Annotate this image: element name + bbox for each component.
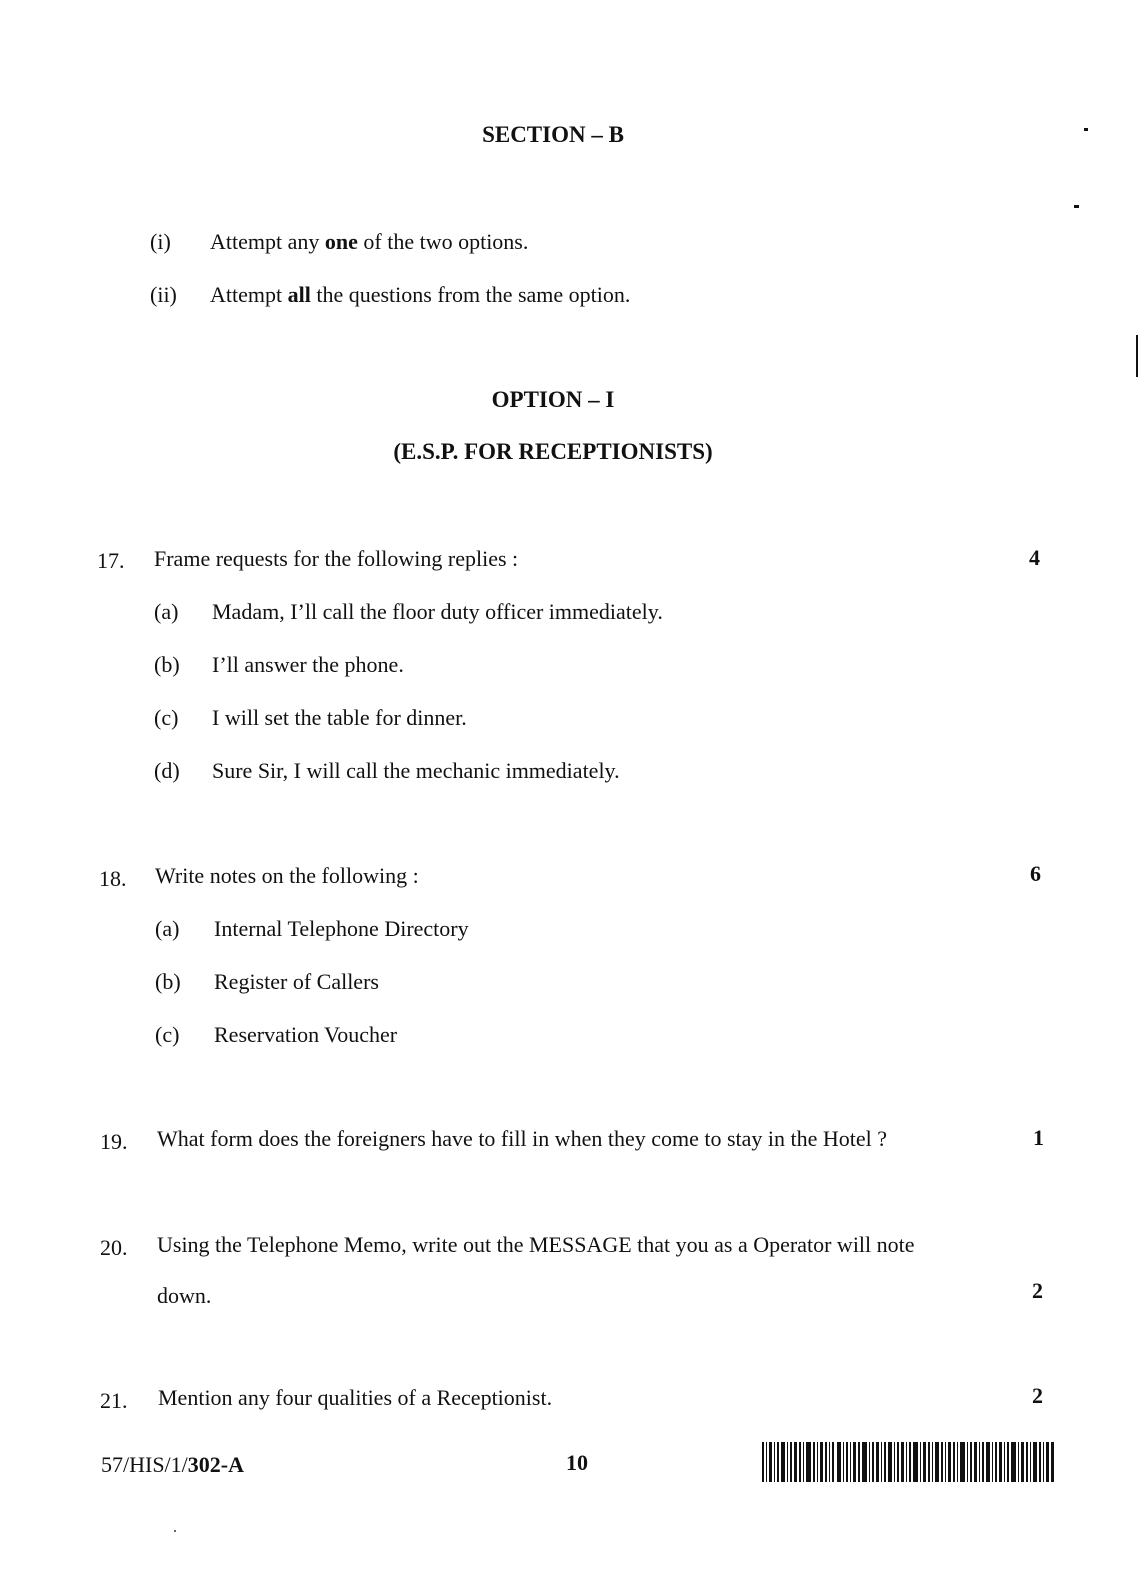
part-text: Reservation Voucher — [214, 1022, 398, 1047]
instruction-1: Attempt any one of the two options. — [210, 229, 529, 254]
question-number: 21. — [100, 1388, 128, 1413]
scan-speck — [174, 1530, 176, 1532]
part-label: (b) — [154, 652, 180, 677]
option-subtitle: (E.S.P. FOR RECEPTIONISTS) — [393, 439, 713, 464]
part-label: (a) — [155, 916, 180, 941]
instruction-2: Attempt all the questions from the same option. — [210, 282, 631, 307]
part-text: I will set the table for dinner. — [212, 705, 467, 730]
question-number: 18. — [99, 866, 127, 891]
paper-code: 57/HIS/1/302-A — [101, 1452, 245, 1477]
part-text: Register of Callers — [214, 969, 379, 994]
part-label: (c) — [154, 705, 179, 730]
question-marks: 6 — [1030, 861, 1041, 886]
question-marks: 2 — [1032, 1278, 1043, 1303]
part-text: Sure Sir, I will call the mechanic immediately. — [212, 758, 620, 783]
scan-speck — [1084, 128, 1088, 131]
option-title: OPTION – I — [491, 387, 615, 412]
part-label: (b) — [155, 969, 181, 994]
page-number: 10 — [566, 1450, 588, 1475]
part-label: (c) — [155, 1022, 180, 1047]
question-text: Frame requests for the following replies : — [154, 546, 519, 571]
question-number: 19. — [100, 1129, 128, 1154]
question-number: 20. — [100, 1235, 128, 1260]
question-text: Write notes on the following : — [155, 863, 419, 888]
question-number: 17. — [97, 548, 125, 573]
part-text: I’ll answer the phone. — [212, 652, 404, 677]
question-text-line1: Using the Telephone Memo, write out the MESSAGE that you as a Operator will note — [157, 1232, 915, 1257]
question-marks: 2 — [1032, 1383, 1043, 1408]
part-label: (a) — [154, 599, 179, 624]
question-marks: 4 — [1029, 545, 1040, 570]
question-text: What form does the foreigners have to fill in when they come to stay in the Hotel ? — [157, 1126, 888, 1151]
question-text: Mention any four qualities of a Receptionist. — [158, 1385, 553, 1410]
scan-edge-line — [1136, 335, 1138, 377]
scan-speck — [1074, 205, 1079, 208]
part-text: Madam, I’ll call the floor duty officer immediately. — [212, 599, 663, 624]
question-marks: 1 — [1033, 1125, 1044, 1150]
part-label: (d) — [154, 758, 180, 783]
instruction-label-2: (ii) — [150, 282, 177, 307]
question-text-line2: down. — [157, 1283, 212, 1308]
instruction-label-1: (i) — [150, 229, 171, 254]
section-title: SECTION – B — [482, 122, 624, 147]
barcode — [762, 1442, 1054, 1482]
part-text: Internal Telephone Directory — [214, 916, 469, 941]
